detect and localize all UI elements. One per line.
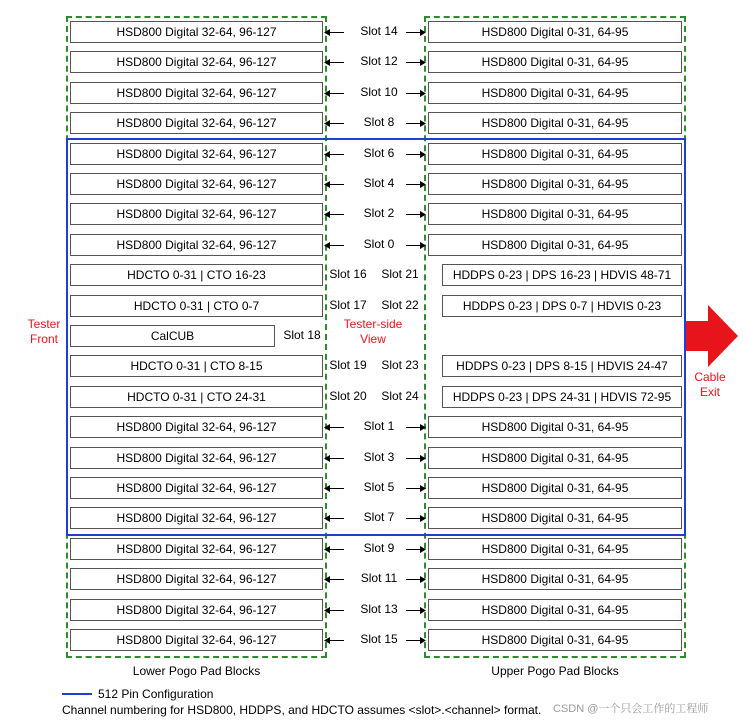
left-block: HSD800 Digital 32-64, 96-127 xyxy=(70,112,323,134)
left-block: HSD800 Digital 32-64, 96-127 xyxy=(70,234,323,256)
left-block: HSD800 Digital 32-64, 96-127 xyxy=(70,447,323,469)
arrow-right-icon xyxy=(406,150,426,159)
slot-label: Slot 1 xyxy=(363,419,395,433)
right-block: HDDPS 0-23 | DPS 16-23 | HDVIS 48-71 xyxy=(442,264,682,286)
arrow-left-icon xyxy=(324,454,344,463)
slot-label-left: Slot 16 xyxy=(329,267,367,281)
right-block: HSD800 Digital 0-31, 64-95 xyxy=(428,234,682,256)
right-block: HSD800 Digital 0-31, 64-95 xyxy=(428,21,682,43)
tester-side-view-label: Tester-side View xyxy=(343,317,403,346)
slot-label: Slot 9 xyxy=(363,541,395,555)
right-block: HSD800 Digital 0-31, 64-95 xyxy=(428,568,682,590)
arrow-left-icon xyxy=(324,210,344,219)
arrow-right-icon xyxy=(406,606,426,615)
arrow-right-icon xyxy=(406,210,426,219)
slot-label: Slot 2 xyxy=(363,206,395,220)
slot-label: Slot 14 xyxy=(360,24,398,38)
arrow-left-icon xyxy=(324,150,344,159)
right-block: HSD800 Digital 0-31, 64-95 xyxy=(428,538,682,560)
right-block: HSD800 Digital 0-31, 64-95 xyxy=(428,477,682,499)
right-block: HDDPS 0-23 | DPS 8-15 | HDVIS 24-47 xyxy=(442,355,682,377)
arrow-right-icon xyxy=(406,575,426,584)
right-block: HSD800 Digital 0-31, 64-95 xyxy=(428,203,682,225)
arrow-left-icon xyxy=(324,58,344,67)
slot-label: Slot 13 xyxy=(360,602,398,616)
slot-label: Slot 7 xyxy=(363,510,395,524)
slot-label: Slot 11 xyxy=(360,571,398,585)
slot-label-right: Slot 21 xyxy=(381,267,419,281)
slot-label-left: Slot 19 xyxy=(329,358,367,372)
right-block: HSD800 Digital 0-31, 64-95 xyxy=(428,173,682,195)
slot-label: Slot 15 xyxy=(360,632,398,646)
arrow-right-icon xyxy=(406,423,426,432)
legend-line xyxy=(62,693,92,695)
legend-config-text: 512 Pin Configuration xyxy=(98,687,214,701)
arrow-right-icon xyxy=(406,58,426,67)
channel-note: Channel numbering for HSD800, HDDPS, and HDCTO assumes <slot>.<channel> format. xyxy=(62,703,542,717)
slot-label: Slot 10 xyxy=(360,85,398,99)
arrow-left-icon xyxy=(324,575,344,584)
right-block: HSD800 Digital 0-31, 64-95 xyxy=(428,599,682,621)
right-block: HSD800 Digital 0-31, 64-95 xyxy=(428,629,682,651)
left-block: HSD800 Digital 32-64, 96-127 xyxy=(70,82,323,104)
slot-label-left: Slot 20 xyxy=(329,389,367,403)
left-block: HDCTO 0-31 | CTO 0-7 xyxy=(70,295,323,317)
arrow-left-icon xyxy=(324,423,344,432)
slot-label: Slot 3 xyxy=(363,450,395,464)
slot-label-left: Slot 17 xyxy=(329,298,367,312)
arrow-right-icon xyxy=(406,119,426,128)
left-block: HSD800 Digital 32-64, 96-127 xyxy=(70,568,323,590)
left-block: HSD800 Digital 32-64, 96-127 xyxy=(70,507,323,529)
arrow-left-icon xyxy=(324,180,344,189)
slot-label: Slot 5 xyxy=(363,480,395,494)
left-block: HSD800 Digital 32-64, 96-127 xyxy=(70,629,323,651)
arrow-right-icon xyxy=(406,454,426,463)
arrow-left-icon xyxy=(324,89,344,98)
left-block: HSD800 Digital 32-64, 96-127 xyxy=(70,203,323,225)
arrow-left-icon xyxy=(324,636,344,645)
right-block: HSD800 Digital 0-31, 64-95 xyxy=(428,447,682,469)
left-block: HSD800 Digital 32-64, 96-127 xyxy=(70,173,323,195)
cable-exit-arrow-icon xyxy=(686,305,738,367)
arrow-left-icon xyxy=(324,119,344,128)
right-block: HSD800 Digital 0-31, 64-95 xyxy=(428,507,682,529)
upper-blocks-caption: Upper Pogo Pad Blocks xyxy=(491,664,619,678)
tester-front-label: Tester Front xyxy=(27,317,61,346)
left-block: HDCTO 0-31 | CTO 8-15 xyxy=(70,355,323,377)
lower-blocks-caption: Lower Pogo Pad Blocks xyxy=(132,664,261,678)
slot-label-left: Slot 18 xyxy=(283,328,321,342)
left-block: HSD800 Digital 32-64, 96-127 xyxy=(70,538,323,560)
left-block: HSD800 Digital 32-64, 96-127 xyxy=(70,599,323,621)
slot-label: Slot 12 xyxy=(360,54,398,68)
right-block: HSD800 Digital 0-31, 64-95 xyxy=(428,82,682,104)
right-block: HDDPS 0-23 | DPS 0-7 | HDVIS 0-23 xyxy=(442,295,682,317)
left-block: HSD800 Digital 32-64, 96-127 xyxy=(70,21,323,43)
slot-label-right: Slot 22 xyxy=(381,298,419,312)
arrow-left-icon xyxy=(324,28,344,37)
slot-label: Slot 8 xyxy=(363,115,395,129)
left-block: HSD800 Digital 32-64, 96-127 xyxy=(70,477,323,499)
arrow-left-icon xyxy=(324,484,344,493)
cable-exit-label: Cable Exit xyxy=(694,370,726,399)
calcub-block: CalCUB xyxy=(70,325,275,347)
arrow-right-icon xyxy=(406,636,426,645)
left-block: HSD800 Digital 32-64, 96-127 xyxy=(70,143,323,165)
right-block: HDDPS 0-23 | DPS 24-31 | HDVIS 72-95 xyxy=(442,386,682,408)
slot-label-right: Slot 24 xyxy=(381,389,419,403)
watermark: CSDN @一个只会工作的工程师 xyxy=(553,703,709,715)
arrow-left-icon xyxy=(324,606,344,615)
arrow-right-icon xyxy=(406,514,426,523)
arrow-left-icon xyxy=(324,514,344,523)
arrow-left-icon xyxy=(324,545,344,554)
arrow-right-icon xyxy=(406,28,426,37)
slot-label: Slot 6 xyxy=(363,146,395,160)
right-block: HSD800 Digital 0-31, 64-95 xyxy=(428,143,682,165)
arrow-left-icon xyxy=(324,241,344,250)
slot-label-right: Slot 23 xyxy=(381,358,419,372)
arrow-right-icon xyxy=(406,484,426,493)
arrow-right-icon xyxy=(406,180,426,189)
right-block: HSD800 Digital 0-31, 64-95 xyxy=(428,51,682,73)
arrow-right-icon xyxy=(406,545,426,554)
left-block: HDCTO 0-31 | CTO 24-31 xyxy=(70,386,323,408)
slot-label: Slot 0 xyxy=(363,237,395,251)
left-block: HDCTO 0-31 | CTO 16-23 xyxy=(70,264,323,286)
arrow-right-icon xyxy=(406,241,426,250)
slot-label: Slot 4 xyxy=(363,176,395,190)
right-block: HSD800 Digital 0-31, 64-95 xyxy=(428,416,682,438)
left-block: HSD800 Digital 32-64, 96-127 xyxy=(70,416,323,438)
right-block: HSD800 Digital 0-31, 64-95 xyxy=(428,112,682,134)
arrow-right-icon xyxy=(406,89,426,98)
left-block: HSD800 Digital 32-64, 96-127 xyxy=(70,51,323,73)
